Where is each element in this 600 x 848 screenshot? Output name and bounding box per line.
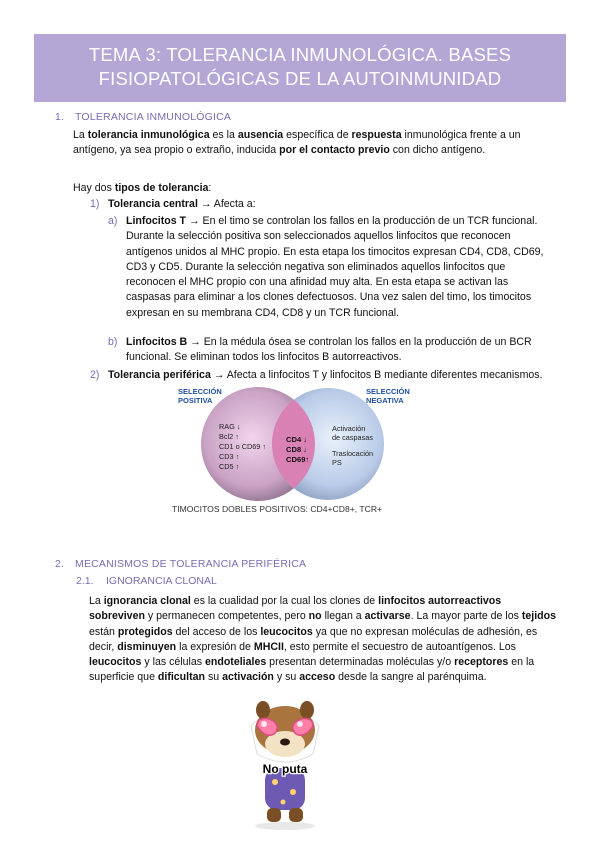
center-item: CD8 ↓ <box>286 445 308 454</box>
sticker-caption: No puta <box>262 762 308 776</box>
list-marker: 1) <box>90 198 100 210</box>
left-item: CD1 o CD69 ↑ <box>219 442 267 451</box>
left-item: RAG ↓ <box>219 422 241 431</box>
center-item: CD69↑ <box>286 455 310 464</box>
subsection-number: 2.1. <box>76 575 94 587</box>
selection-venn-diagram <box>170 385 420 515</box>
intro-paragraph: La tolerancia inmunológica es la ausencia específica de respuesta inmunológica frente a un antígeno, ya sea propio o extraño, inducida por el contacto previo con dicho antígeno. <box>73 129 521 157</box>
list-item-central: 1) Tolerancia central → Afecta a: <box>90 197 256 212</box>
left-item: Bcl2 ↑ <box>219 432 239 441</box>
right-item: PS <box>332 458 342 467</box>
list-marker: 2) <box>90 369 100 381</box>
right-item: Traslocación <box>332 449 374 458</box>
subsection-title: IGNORANCIA CLONAL <box>106 575 217 587</box>
title-line-1: TEMA 3: TOLERANCIA INMUNOLÓGICA. BASES <box>88 44 512 65</box>
left-title-1: SELECCIÓN <box>178 387 222 396</box>
section-heading-2 <box>55 558 306 570</box>
title-line-2: FISIOPATOLÓGICAS DE LA AUTOINMUNIDAD <box>98 68 502 89</box>
section-title: TOLERANCIA INMUNOLÓGICA <box>75 111 232 123</box>
list-item-linfocitos-b: b) Linfocitos B → En la médula ósea se controlan los fallos en la producción de un BCR funcional. Se eliminan todos los linfocitos B autorreactivos. <box>108 336 532 364</box>
right-item: Activación <box>332 424 366 433</box>
left-title-2: POSITIVA <box>178 396 213 405</box>
left-item: CD5 ↑ <box>219 462 240 471</box>
subsection-heading <box>76 575 217 587</box>
section-number: 1. <box>55 111 65 123</box>
right-title-1: SELECCIÓN <box>366 387 410 396</box>
types-paragraph: Hay dos tipos de tolerancia: <box>73 182 212 194</box>
list-item-peripheral: 2) Tolerancia periférica → Afecta a linfocitos T y linfocitos B mediante diferentes mecanismos. <box>90 368 543 383</box>
section-title: MECANISMOS DE TOLERANCIA PERIFÉRICA <box>75 558 307 570</box>
list-marker: b) <box>108 336 118 348</box>
center-item: CD4 ↓ <box>286 435 308 444</box>
list-item-linfocitos-t: a) Linfocitos T → En el timo se controlan los fallos en la producción de un TCR funcional. Durante la selección positiva son seleccionados aquellos linfocitos que reconocen antígenos unidos al MHC propio. En esta etapa los timocitos expresan CD4, CD8, CD69, CD3 y CD5. Durante la selección negativa son eliminados aquellos linfocitos que reconocen el MHC propio con una afinidad muy alta. En esta etapa se activan las caspasas para eliminar a los clones defectuosos. Una vez salen del timo, los timocitos expresan en su membrana CD4, CD8 y un TCR funcional. <box>108 215 544 319</box>
right-item: de caspasas <box>332 433 373 442</box>
raccoon-sticker <box>243 696 327 832</box>
figure-caption: TIMOCITOS DOBLES POSITIVOS: CD4+CD8+, TCR+ <box>172 504 383 514</box>
section-heading-1 <box>55 111 231 123</box>
title-banner <box>34 34 566 102</box>
right-title-2: NEGATIVA <box>366 396 404 405</box>
left-item: CD3 ↑ <box>219 452 240 461</box>
list-marker: a) <box>108 215 118 227</box>
section-number: 2. <box>55 558 65 570</box>
ignorance-paragraph: La ignorancia clonal es la cualidad por la cual los clones de linfocitos autorreactivos sobreviven y permanecen competentes, pero no llegan a activarse. La mayor parte de los tejidos están protegidos del acceso de los leucocitos ya que no expresan moléculas de adhesión, es decir, disminuyen la expresión de MHCII, esto permite el secuestro de autoantígenos. Los leucocitos y las células endoteliales presentan determinadas moléculas y/o receptores en la superficie que dificultan su activación y su acceso desde la sangre al parénquima. <box>89 595 557 684</box>
